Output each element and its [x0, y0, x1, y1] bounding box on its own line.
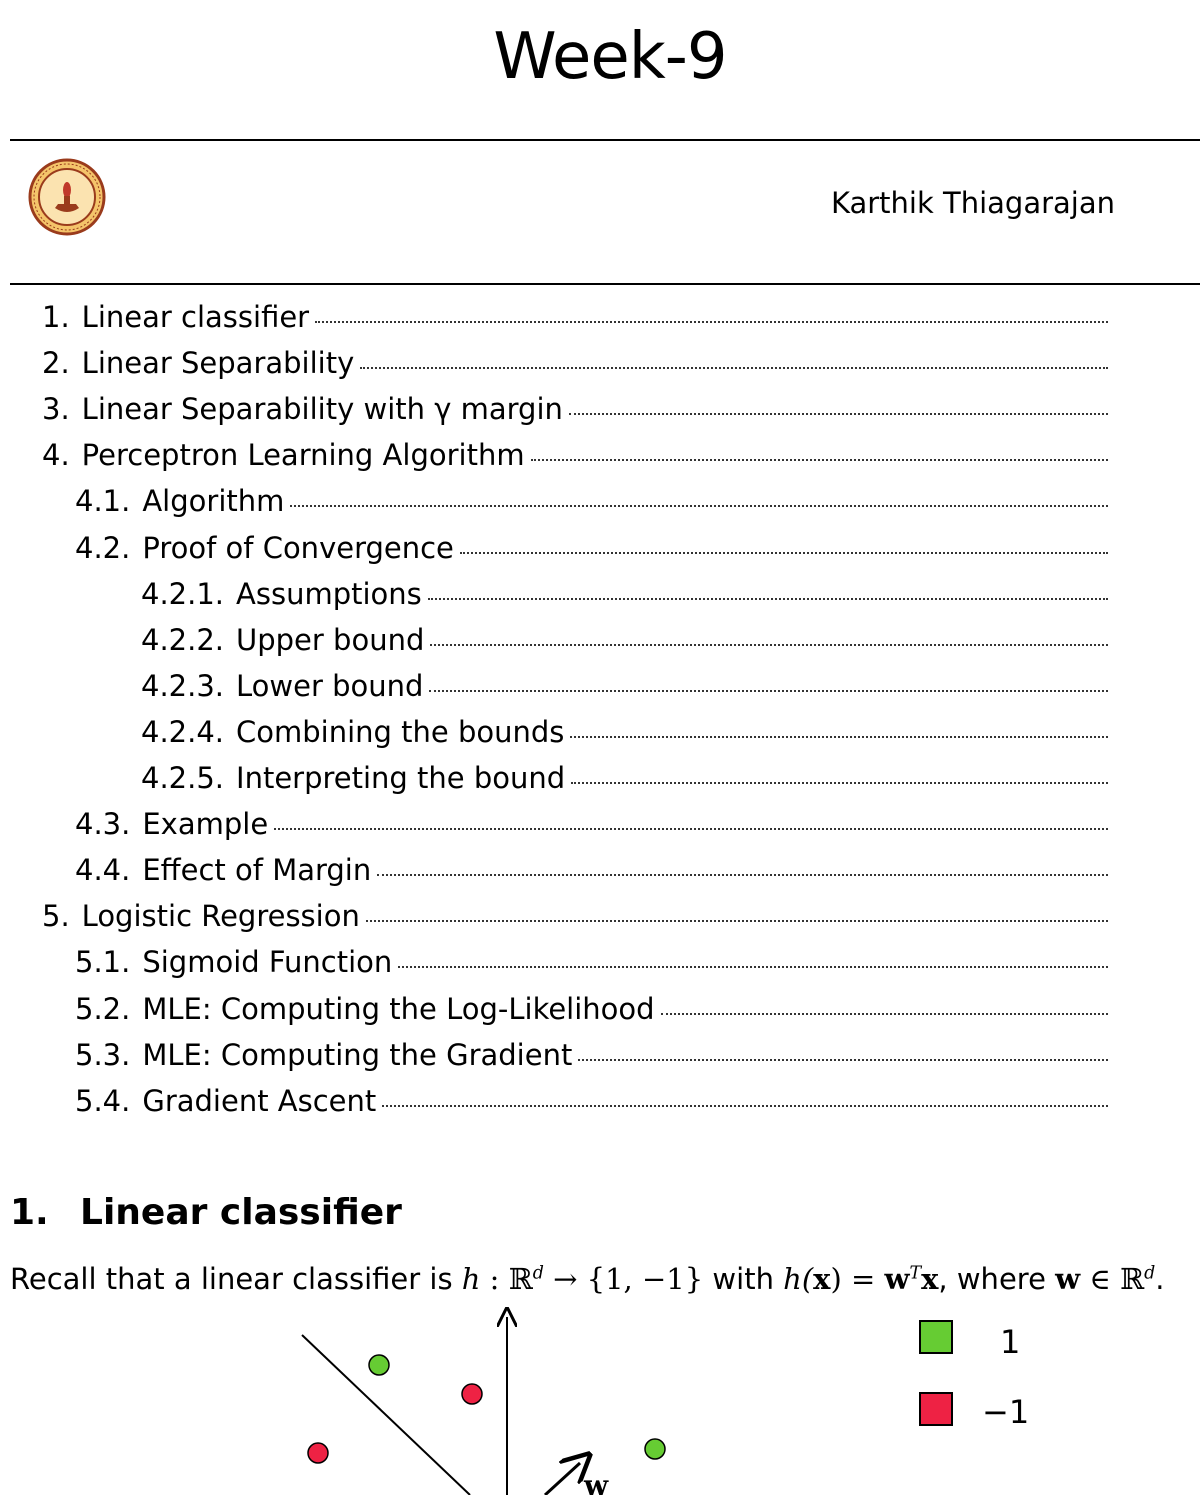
toc-entry-number: 3. [42, 392, 70, 427]
data-point-negative [462, 1384, 482, 1404]
toc-entry-number: 4.1. [75, 484, 131, 519]
toc-entry-label: Linear Separability [81, 346, 355, 381]
toc-entry[interactable] [75, 853, 1108, 893]
toc-entry-label: Linear classifier [81, 300, 310, 334]
toc-dot-leader [360, 367, 1108, 369]
legend-label-positive: 1 [1000, 1323, 1021, 1361]
vector-label: w [584, 1469, 609, 1495]
math-h: h [461, 1262, 481, 1296]
toc-entry[interactable] [42, 300, 1108, 340]
toc-entry-label: Logistic Regression [81, 899, 360, 934]
toc-entry[interactable] [141, 715, 1108, 755]
legend-swatch-positive [919, 1320, 953, 1354]
toc-entry-label: Proof of Convergence [142, 530, 454, 565]
toc-dot-leader [661, 1013, 1108, 1015]
toc-dot-leader [377, 874, 1108, 876]
toc-entry-number: 2. [42, 346, 70, 381]
toc-dot-leader [366, 920, 1108, 922]
toc-entry[interactable] [75, 992, 1108, 1032]
math-reals: ℝ [508, 1262, 533, 1296]
toc-entry[interactable] [75, 531, 1108, 571]
math-reals: ℝ [1120, 1262, 1145, 1296]
math-dim: d [1144, 1263, 1156, 1284]
intro-text: with [703, 1262, 784, 1296]
toc-entry-number: 1. [42, 300, 70, 334]
toc-entry[interactable] [75, 484, 1108, 524]
intro-text: , where [938, 1262, 1056, 1296]
toc-entry-number: 4.2.5. [141, 761, 225, 795]
toc-entry-number: 4.2.2. [141, 622, 225, 657]
toc-entry[interactable] [141, 577, 1108, 617]
toc-entry-label: Perceptron Learning Algorithm [81, 438, 525, 473]
toc-entry-label: Example [142, 807, 269, 842]
toc-dot-leader [569, 413, 1108, 415]
toc-dot-leader [571, 782, 1108, 784]
toc-entry[interactable] [75, 807, 1108, 847]
toc-entry-number: 5.2. [75, 991, 131, 1026]
toc-entry-label: Combining the bounds [236, 714, 565, 749]
data-point-negative [308, 1443, 328, 1463]
toc-entry-label: Assumptions [236, 576, 422, 611]
toc-dot-leader [531, 459, 1108, 461]
toc-entry-number: 4. [42, 438, 70, 473]
math-h-of: h( [783, 1262, 814, 1296]
math-codomain: → {1, −1} [543, 1262, 704, 1296]
toc-entry-label: Linear Separability with γ margin [81, 392, 563, 427]
toc-entry-number: 5. [42, 899, 70, 934]
math-in: ∈ [1080, 1262, 1121, 1296]
toc-entry-number: 4.4. [75, 853, 131, 888]
toc-entry-label: Sigmoid Function [142, 945, 393, 980]
header-divider [10, 283, 1200, 285]
toc-entry-label: Lower bound [236, 668, 424, 703]
toc-entry[interactable] [42, 392, 1108, 432]
intro-text: . [1155, 1262, 1165, 1296]
math-w: w [1055, 1262, 1081, 1296]
section-title: Linear classifier [80, 1192, 402, 1233]
toc-dot-leader [315, 321, 1108, 323]
toc-entry[interactable] [42, 346, 1108, 386]
toc-dot-leader [274, 828, 1108, 830]
classifier-figure [0, 1305, 1200, 1495]
toc-entry-number: 4.3. [75, 807, 131, 842]
toc-entry[interactable] [42, 438, 1108, 478]
toc-dot-leader [570, 736, 1108, 738]
math-colon: : [480, 1262, 509, 1296]
section-number: 1. [10, 1192, 49, 1233]
page-title: Week-9 [493, 20, 727, 94]
toc-dot-leader [428, 598, 1108, 600]
math-equals: ) = [830, 1262, 885, 1296]
legend-label-negative: −1 [982, 1393, 1030, 1431]
toc-entry-number: 4.2. [75, 530, 131, 565]
legend-swatch-negative [919, 1392, 953, 1426]
toc-entry-number: 5.1. [75, 945, 131, 980]
intro-paragraph [10, 1262, 1164, 1296]
toc-entry-number: 5.4. [75, 1083, 131, 1118]
top-divider [10, 139, 1200, 141]
math-w: w [884, 1262, 910, 1296]
section-heading [10, 1192, 402, 1233]
toc-entry-number: 4.2.1. [141, 576, 225, 611]
toc-entry[interactable] [141, 623, 1108, 663]
math-x: x [813, 1262, 831, 1296]
math-transpose: T [909, 1263, 922, 1284]
toc-dot-leader [429, 690, 1108, 692]
toc-entry-number: 5.3. [75, 1037, 131, 1072]
toc-dot-leader [430, 644, 1108, 646]
toc-entry-label: Effect of Margin [142, 853, 372, 888]
toc-entry-number: 4.2.3. [141, 668, 225, 703]
toc-entry[interactable] [75, 1038, 1108, 1078]
toc-entry[interactable] [141, 761, 1108, 801]
author-name: Karthik Thiagarajan [830, 186, 1115, 220]
toc-entry-label: MLE: Computing the Gradient [142, 1037, 573, 1072]
intro-text: Recall that a linear classifier is [10, 1262, 462, 1296]
data-point-positive [369, 1355, 389, 1375]
weight-vector-arrow [545, 1463, 580, 1495]
toc-entry[interactable] [75, 945, 1108, 985]
toc-entry[interactable] [42, 899, 1108, 939]
toc-dot-leader [290, 505, 1108, 507]
data-point-positive [645, 1439, 665, 1459]
toc-entry-label: Upper bound [236, 622, 425, 657]
institute-seal-icon [28, 158, 106, 236]
toc-entry-label: MLE: Computing the Log-Likelihood [142, 991, 655, 1026]
toc-entry-label: Algorithm [142, 484, 285, 519]
math-x: x [921, 1262, 939, 1296]
toc-dot-leader [578, 1059, 1108, 1061]
toc-dot-leader [382, 1105, 1108, 1107]
toc-dot-leader [398, 966, 1108, 968]
math-dim: d [532, 1263, 544, 1284]
toc-dot-leader [460, 552, 1108, 554]
toc-entry-label: Interpreting the bound [236, 761, 566, 795]
toc-entry[interactable] [141, 669, 1108, 709]
toc-entry-number: 4.2.4. [141, 714, 225, 749]
toc-entry[interactable] [75, 1084, 1108, 1124]
toc-entry-label: Gradient Ascent [142, 1083, 377, 1118]
